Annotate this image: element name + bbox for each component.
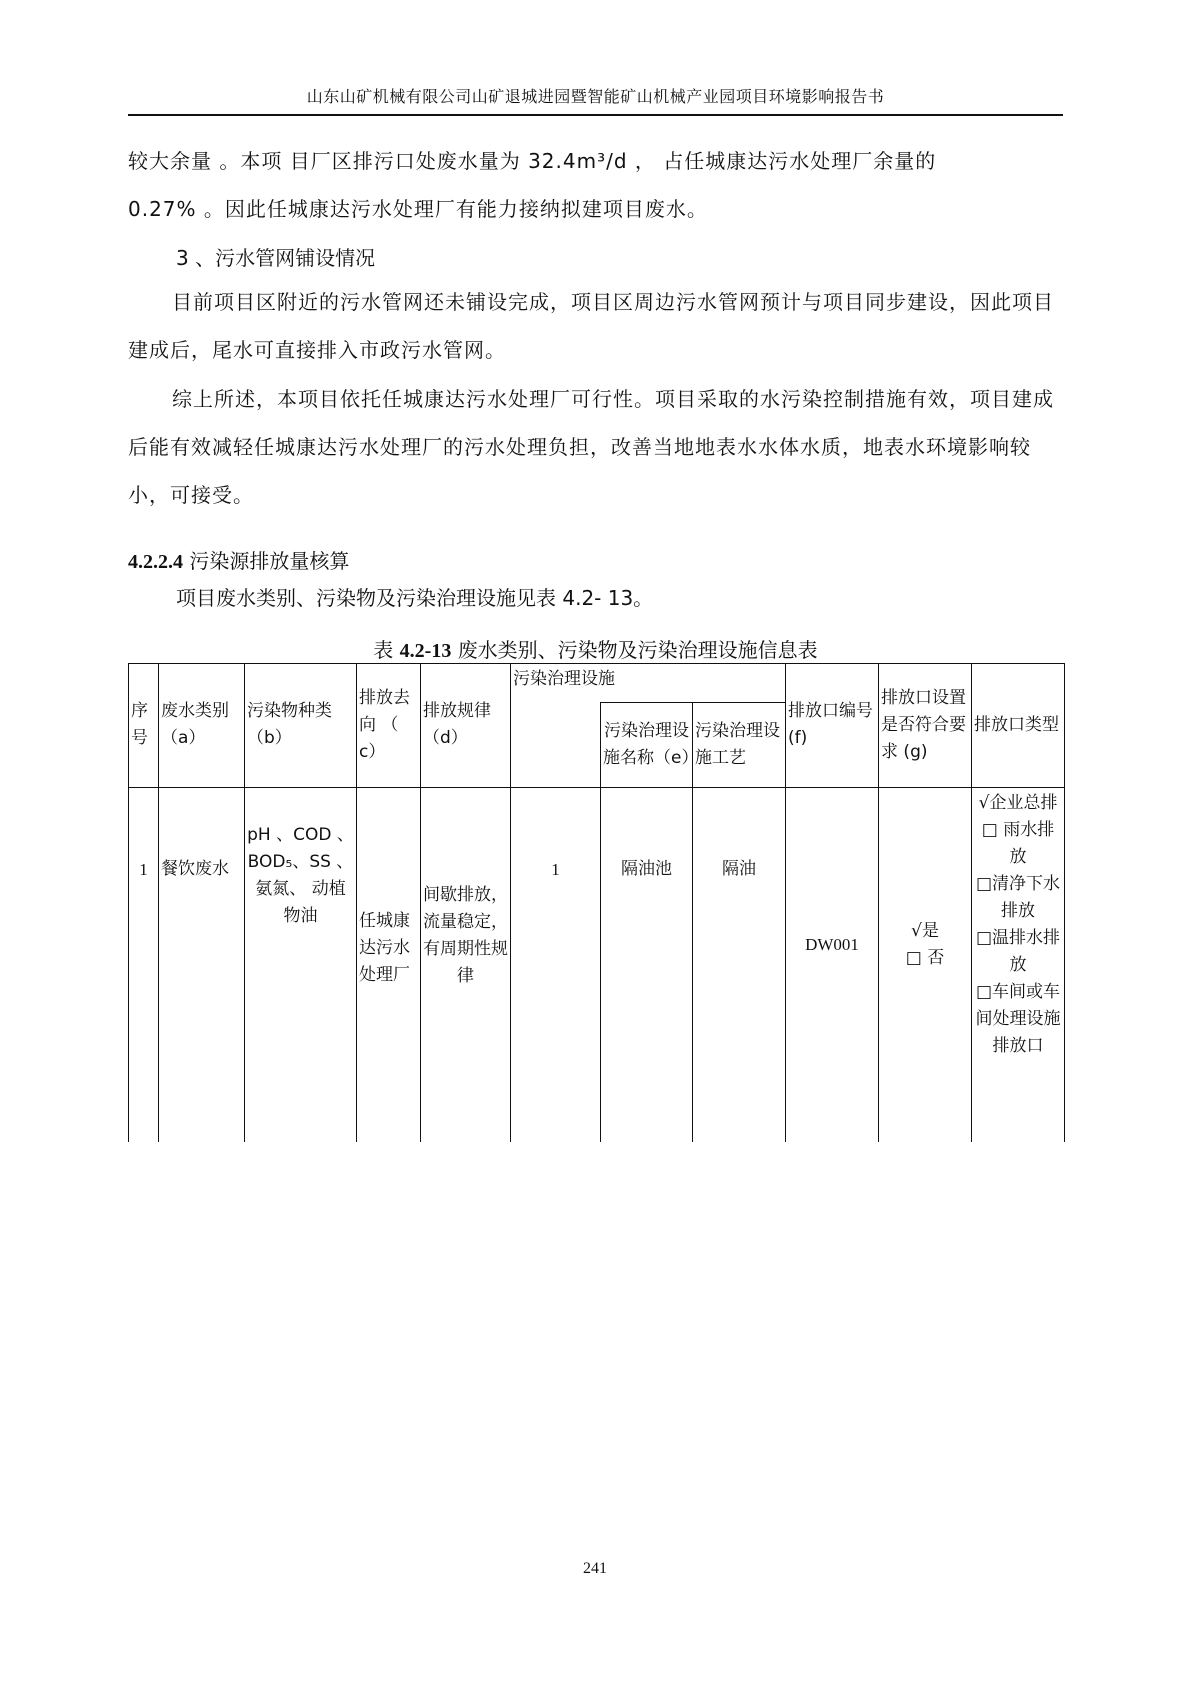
outlet-type-option: □温排水排放 [976,927,1061,975]
header-facility-process: 污染治理设施工艺 [693,703,786,788]
header-rule: 排放规律（d） [421,664,511,788]
subsection-title: 3 、污水管网铺设情况 [176,246,376,270]
cell-facility-process: 隔油 [693,787,786,1142]
header-facility-name: 污染治理设施名称（e） [601,703,693,788]
outlet-type-option: □清净下水排放 [976,873,1061,921]
section-title: 污染源排放量核算 [189,549,350,573]
cell-seq: 1 [129,787,159,1142]
cell-outlet-ok [879,787,972,1142]
header-destination: 排放去向 （ c） [357,664,421,788]
paragraph-conclusion: 综上所述，本项目依托任城康达污水处理厂可行性。项目采取的水污染控制措施有效，项目建成后能有效减轻任城康达污水处理厂的污水处理负担，改善当地地表水水体水质，地表水环境影响较小，可接受。 [128,387,1054,507]
outlet-type-option: □车间或车间处理设施排放口 [975,981,1061,1056]
cell-facility-name: 隔油池 [601,787,693,1142]
paragraph-capacity [128,137,1063,233]
outlet-ok-yes: √是 [911,920,939,941]
section-intro: 项目废水类别、污染物及污染治理设施见表 4.2- 13。 [176,586,654,610]
wastewater-info-table [128,663,1065,1142]
table-header-row-1 [129,664,1065,703]
paragraph-capacity-line2: 0.27% 。因此任城康达污水处理厂有能力接纳拟建项目废水。 [128,197,708,221]
table-caption-title: 废水类别、污染物及污染治理设施信息表 [457,638,818,662]
header-divider [128,114,1063,116]
cell-category: 餐饮废水 [159,787,245,1142]
header-facility-group: 污染治理设施 [511,664,786,703]
table-row [129,787,1065,1142]
section-heading [128,545,349,574]
document-header: 山东山矿机械有限公司山矿退城进园暨智能矿山机械产业园项目环境影响报告书 [306,87,885,106]
cell-facility-no: 1 [511,787,601,1142]
table-caption [128,634,1063,663]
cell-outlet-no: DW001 [786,787,879,1142]
outlet-ok-no: □ 否 [905,947,945,968]
table-caption-prefix: 表 [373,638,394,662]
header-category: 废水类别（a） [159,664,245,788]
cell-pollutant: pH 、COD 、 BOD₅、SS 、氨氮、 动植物油 [245,787,357,1142]
section-number: 4.2.2.4 [128,551,183,573]
paragraph-pipe-network: 目前项目区附近的污水管网还未铺设完成，项目区周边污水管网预计与项目同步建设，因此项目建成后，尾水可直接排入市政污水管网。 [128,290,1054,362]
cell-rule: 间歇排放，流量稳定，有周期性规律 [421,787,511,1142]
cell-outlet-type [972,787,1065,1142]
cell-destination: 任城康达污水处理厂 [357,787,421,1142]
header-outlet-no: 排放口编号 (f) [786,664,879,788]
table-caption-number: 4.2-13 [399,640,452,662]
header-outlet-ok: 排放口设置是否符合要求 (g) [879,664,972,788]
header-facility-no [511,703,601,788]
header-pollutant: 污染物种类（b） [245,664,357,788]
outlet-type-option: √企业总排 [978,792,1058,813]
page-number: 241 [583,1560,607,1577]
header-seq: 序号 [129,664,159,788]
outlet-type-option: □ 雨水排放 [981,819,1055,867]
header-outlet-type: 排放口类型 [972,664,1065,788]
paragraph-capacity-line1: 较大余量 。本项 目厂区排污口处废水量为 32.4m³/d ， 占任城康达污水处理厂余量的 [128,149,937,173]
